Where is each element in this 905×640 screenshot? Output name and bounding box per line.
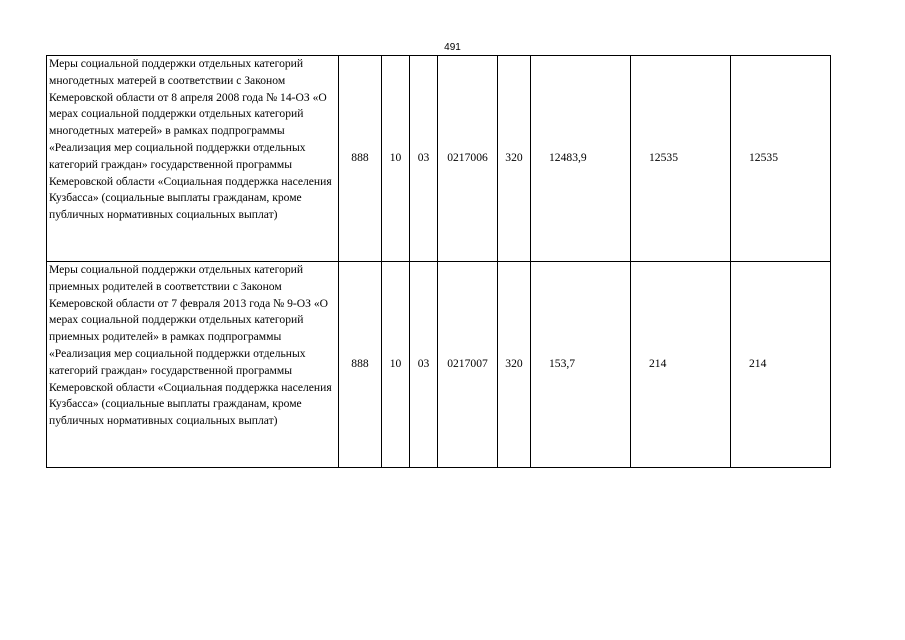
budget-table xyxy=(46,55,831,468)
page-number: 491 xyxy=(444,42,461,53)
expense-type-code: 320 xyxy=(498,56,531,262)
section-code: 10 xyxy=(382,262,410,468)
amount-2: 12535 xyxy=(631,56,731,262)
amount-2: 214 xyxy=(631,262,731,468)
table-row xyxy=(47,262,831,468)
table-row xyxy=(47,56,831,262)
row-description: Меры социальной поддержки отдельных категорий приемных родителей в соответствии с Законом Кемеровской области от 7 февраля 2013 года № 9-ОЗ «О мерах социальной поддержки отдельных категорий приемных родителей» в рамках подпрограммы «Реализация мер социальной поддержки отдельных категорий граждан» государственной программы Кемеровской области «Социальная поддержка населения Кузбасса» (социальные выплаты гражданам, кроме публичных нормативных социальных выплат) xyxy=(47,262,339,468)
amount-3: 12535 xyxy=(731,56,831,262)
target-article-code: 0217006 xyxy=(438,56,498,262)
expense-type-code: 320 xyxy=(498,262,531,468)
amount-1: 12483,9 xyxy=(531,56,631,262)
row-description: Меры социальной поддержки отдельных категорий многодетных матерей в соответствии с Законом Кемеровской области от 8 апреля 2008 года № 14-ОЗ «О мерах социальной поддержки отдельных категорий многодетных матерей» в рамках подпрограммы «Реализация мер социальной поддержки отдельных категорий граждан» государственной программы Кемеровской области «Социальная поддержка населения Кузбасса» (социальные выплаты гражданам, кроме публичных нормативных социальных выплат) xyxy=(47,56,339,262)
subsection-code: 03 xyxy=(410,56,438,262)
ministry-code: 888 xyxy=(339,262,382,468)
section-code: 10 xyxy=(382,56,410,262)
subsection-code: 03 xyxy=(410,262,438,468)
ministry-code: 888 xyxy=(339,56,382,262)
target-article-code: 0217007 xyxy=(438,262,498,468)
amount-3: 214 xyxy=(731,262,831,468)
amount-1: 153,7 xyxy=(531,262,631,468)
